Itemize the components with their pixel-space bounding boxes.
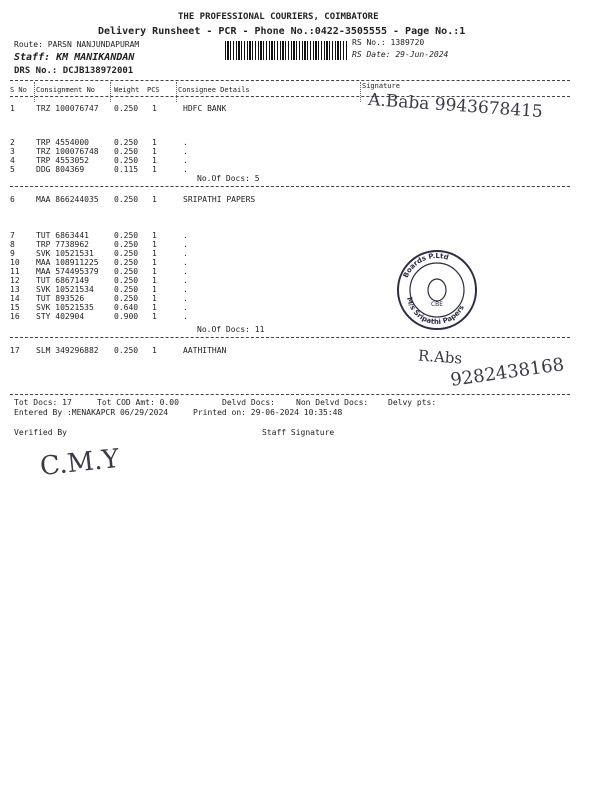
row-consignee-details: .: [183, 249, 188, 258]
row-sno: 2: [10, 138, 15, 147]
row-weight: 0.250: [114, 294, 139, 303]
barcode-image: [225, 41, 347, 60]
row-sno: 15: [10, 303, 20, 312]
row-weight: 0.250: [114, 285, 139, 294]
runsheet-title: Delivery Runsheet - PCR - Phone No.:0422-3505555 - Page No.:1: [98, 26, 466, 37]
row-pcs: 1: [152, 285, 157, 294]
row-consignee-details: .: [183, 285, 188, 294]
row-weight: 0.250: [114, 156, 139, 165]
row-consignee-details: .: [183, 147, 188, 156]
col-sno: S No: [10, 86, 27, 94]
row-consignee-details: .: [183, 294, 188, 303]
divider: [10, 96, 570, 97]
row-sno: 5: [10, 165, 15, 174]
group-doc-count: No.Of Docs: 5: [197, 174, 260, 183]
col-separator: [34, 82, 35, 102]
row-consignment-no: TRZ 100076747: [36, 104, 99, 113]
row-weight: 0.250: [114, 240, 139, 249]
handwritten-signature: R.Abs: [417, 346, 463, 368]
row-consignee-details: .: [183, 258, 188, 267]
row-consignment-no: TUT 6867149: [36, 276, 89, 285]
row-consignment-no: TUT 6863441: [36, 231, 89, 240]
divider: [10, 80, 570, 81]
row-consignee-details: AATHITHAN: [183, 346, 227, 355]
delivery-points: Delvy pts:: [388, 398, 437, 407]
row-pcs: 1: [152, 195, 157, 204]
row-consignee-details: .: [183, 231, 188, 240]
entered-by: Entered By :MENAKAPCR 06/29/2024: [14, 408, 169, 417]
row-pcs: 1: [152, 240, 157, 249]
row-consignee-details: .: [183, 240, 188, 249]
svg-text:Boards P.Ltd: Boards P.Ltd: [401, 251, 450, 280]
total-docs: Tot Docs: 17: [14, 398, 72, 407]
row-consignee-details: SRIPATHI PAPERS: [183, 195, 256, 204]
col-separator: [360, 82, 361, 102]
row-consignee-details: .: [183, 138, 188, 147]
row-consignment-no: SVK 10521534: [36, 285, 94, 294]
group-doc-count: No.Of Docs: 11: [197, 325, 265, 334]
row-consignee-details: .: [183, 156, 188, 165]
svg-text:M/s Sripathi Papers: M/s Sripathi Papers: [405, 296, 466, 327]
col-signature: Signature: [362, 82, 400, 90]
drs-number: DRS No.: DCJB138972001: [14, 66, 134, 76]
divider: [10, 394, 570, 395]
row-weight: 0.900: [114, 312, 139, 321]
verifier-signature: C.M.Y: [38, 443, 121, 483]
row-consignment-no: SVK 10521535: [36, 303, 94, 312]
delivered-docs: Delvd Docs:: [222, 398, 275, 407]
row-weight: 0.250: [114, 231, 139, 240]
company-stamp-seal: [395, 248, 479, 332]
row-weight: 0.640: [114, 303, 139, 312]
row-pcs: 1: [152, 249, 157, 258]
row-consignment-no: TUT 893526: [36, 294, 85, 303]
verified-by-label: Verified By: [14, 428, 67, 437]
row-pcs: 1: [152, 165, 157, 174]
row-consignee-details: .: [183, 276, 188, 285]
row-consignee-details: .: [183, 312, 188, 321]
row-consignment-no: SVK 10521531: [36, 249, 94, 258]
row-consignee-details: .: [183, 303, 188, 312]
row-consignment-no: STY 402904: [36, 312, 85, 321]
row-consignment-no: TRP 7738962: [36, 240, 89, 249]
printed-on: Printed on: 29-06-2024 10:35:48: [193, 408, 343, 417]
row-sno: 8: [10, 240, 15, 249]
row-sno: 14: [10, 294, 20, 303]
row-sno: 11: [10, 267, 20, 276]
row-pcs: 1: [152, 156, 157, 165]
row-weight: 0.250: [114, 249, 139, 258]
col-details: Consignee Details: [178, 86, 250, 94]
row-pcs: 1: [152, 312, 157, 321]
handwritten-phone: 9282438168: [449, 354, 566, 391]
non-delivered-docs: Non Delvd Docs:: [296, 398, 369, 407]
row-sno: 6: [10, 195, 15, 204]
row-pcs: 1: [152, 147, 157, 156]
row-consignment-no: MAA 574495379: [36, 267, 99, 276]
row-weight: 0.250: [114, 267, 139, 276]
row-sno: 10: [10, 258, 20, 267]
row-pcs: 1: [152, 276, 157, 285]
row-pcs: 1: [152, 258, 157, 267]
row-sno: 16: [10, 312, 20, 321]
row-sno: 7: [10, 231, 15, 240]
row-weight: 0.250: [114, 147, 139, 156]
row-consignment-no: MAA 866244035: [36, 195, 99, 204]
rs-number: RS No.: 1389720: [352, 38, 425, 47]
row-consignment-no: TRZ 100076748: [36, 147, 99, 156]
row-pcs: 1: [152, 303, 157, 312]
row-weight: 0.250: [114, 276, 139, 285]
row-pcs: 1: [152, 267, 157, 276]
handwritten-signature: A.Baba 9943678415: [367, 89, 544, 123]
row-sno: 12: [10, 276, 20, 285]
rs-date: RS Date: 29-Jun-2024: [352, 50, 449, 59]
row-sno: 17: [10, 346, 20, 355]
row-weight: 0.250: [114, 104, 139, 113]
row-consignment-no: DDG 804369: [36, 165, 85, 174]
col-weight: Weight: [114, 86, 140, 94]
staff-label: Staff: KM MANIKANDAN: [14, 52, 135, 63]
row-consignment-no: TRP 4554000: [36, 138, 89, 147]
col-separator: [176, 82, 177, 102]
row-consignment-no: TRP 4553052: [36, 156, 89, 165]
row-pcs: 1: [152, 104, 157, 113]
staff-signature-label: Staff Signature: [262, 428, 335, 437]
col-pcs: PCS: [147, 86, 160, 94]
divider: [10, 186, 570, 187]
row-sno: 3: [10, 147, 15, 156]
col-separator: [110, 82, 111, 102]
row-consignee-details: .: [183, 165, 188, 174]
row-weight: 0.250: [114, 138, 139, 147]
row-pcs: 1: [152, 294, 157, 303]
row-sno: 9: [10, 249, 15, 258]
row-pcs: 1: [152, 346, 157, 355]
row-consignee-details: HDFC BANK: [183, 104, 227, 113]
total-cod-amount: Tot COD Amt: 0.00: [97, 398, 179, 407]
row-pcs: 1: [152, 138, 157, 147]
company-name: THE PROFESSIONAL COURIERS, COIMBATORE: [178, 12, 379, 22]
row-weight: 0.115: [114, 165, 139, 174]
row-consignment-no: SLM 349296882: [36, 346, 99, 355]
row-weight: 0.250: [114, 346, 139, 355]
col-consignment: Consignment No: [36, 86, 96, 94]
row-weight: 0.250: [114, 258, 139, 267]
row-pcs: 1: [152, 231, 157, 240]
row-weight: 0.250: [114, 195, 139, 204]
row-sno: 4: [10, 156, 15, 165]
divider: [10, 337, 570, 338]
svg-text:CBE: CBE: [430, 301, 444, 308]
row-consignment-no: MAA 108911225: [36, 258, 99, 267]
row-sno: 13: [10, 285, 20, 294]
row-consignee-details: .: [183, 267, 188, 276]
row-sno: 1: [10, 104, 15, 113]
route-label: Route: PARSN NANJUNDAPURAM: [14, 40, 140, 49]
